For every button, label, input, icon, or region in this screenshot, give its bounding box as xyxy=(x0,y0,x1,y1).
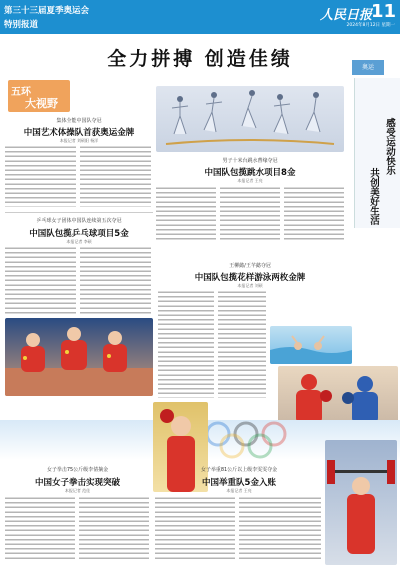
section-title: 第三十三届夏季奥运会 xyxy=(4,6,90,16)
column-ribbon xyxy=(8,80,70,112)
article-byline: 本报记者 王亮 xyxy=(226,488,252,493)
boxers-illustration xyxy=(278,366,398,428)
article-body xyxy=(5,145,76,207)
article-title: 中国艺术体操队首获奥运金牌 xyxy=(23,128,135,138)
article-title: 中国队包揽乒乓球项目5金 xyxy=(29,229,129,239)
gymnasts-illustration xyxy=(156,86,344,152)
article-byline: 本报记者 李硕 xyxy=(66,239,92,244)
players-illustration xyxy=(5,318,153,396)
article-body xyxy=(5,246,76,314)
article-body xyxy=(156,186,216,242)
article-kicker: 乒乓球女子团体中国队连续第五次夺冠 xyxy=(36,218,122,224)
olympics-tag: 奥运 xyxy=(352,60,384,75)
side-line2: 共创美好生活 xyxy=(368,168,379,225)
swimming-photo xyxy=(270,326,352,364)
article-title: 中国女子拳击实现突破 xyxy=(34,478,120,488)
article-body xyxy=(155,496,235,561)
swimmers-illustration xyxy=(270,326,352,364)
article-body xyxy=(79,496,149,561)
article-body xyxy=(80,145,151,207)
masthead-logo: 人民日报 xyxy=(319,8,372,23)
article-kicker: 集体全能中国队夺冠 xyxy=(56,118,102,124)
section-subtitle: 特别报道 xyxy=(4,20,39,30)
article-body xyxy=(239,496,321,561)
page-header xyxy=(0,0,400,34)
olympic-rings-icon xyxy=(196,420,326,460)
side-column xyxy=(354,78,400,228)
article-byline: 本报记者 刘硕 xyxy=(237,283,263,288)
article-kicker: 女子举重81公斤以上级李雯雯夺金 xyxy=(200,467,278,473)
gymnastics-photo xyxy=(156,86,344,152)
article-body xyxy=(220,186,280,242)
issue-date: 2024年8月12日 星期一 xyxy=(346,23,395,28)
article-title: 中国举重队5金入账 xyxy=(202,478,276,488)
side-line1: 感受运动快乐 xyxy=(384,118,395,175)
page-headline: 全力拼搏 创造佳绩 xyxy=(107,48,293,70)
article-byline: 本报记者 刘硕阳 杨洋 xyxy=(59,138,99,143)
article-body xyxy=(5,496,75,561)
page-number: 11 xyxy=(370,1,396,22)
article-body xyxy=(80,246,151,314)
article-byline: 本报记者 王亮 xyxy=(237,178,263,183)
weightlifter-photo xyxy=(325,440,397,565)
ribbon-line2: 大视野 xyxy=(25,97,58,110)
table-tennis-photo xyxy=(5,318,153,396)
article-body xyxy=(158,290,214,398)
article-body xyxy=(218,290,266,398)
article-byline: 本报记者 范佳 xyxy=(64,488,91,493)
article-title: 中国队包揽跳水项目8金 xyxy=(204,168,296,178)
article-title: 中国队包揽花样游泳两枚金牌 xyxy=(194,273,306,283)
divider xyxy=(5,212,153,213)
article-kicker: 男子十米台跳水曹缘夺冠 xyxy=(222,158,278,164)
ribbon-line1: 五环 xyxy=(11,87,31,98)
article-kicker: 女子拳击75公斤级李倩摘金 xyxy=(46,467,109,473)
boxing-photo xyxy=(278,366,398,428)
article-body xyxy=(284,186,344,242)
weightlifter-illustration xyxy=(325,440,397,565)
article-kicker: 王柳懿/王芊懿夺冠 xyxy=(229,263,271,269)
